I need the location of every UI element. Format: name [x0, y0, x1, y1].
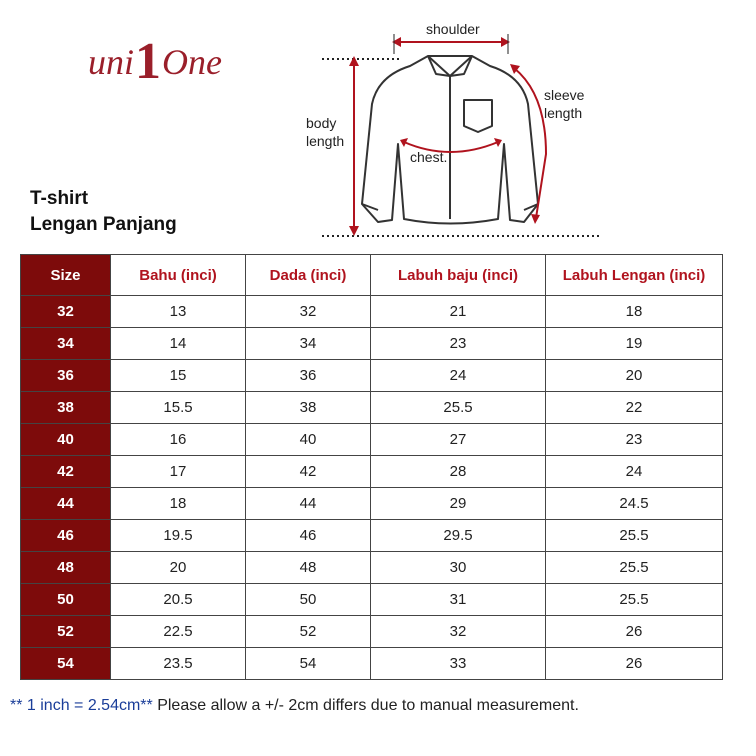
- table-cell: 32: [246, 296, 371, 328]
- table-cell: 34: [246, 328, 371, 360]
- table-row: [21, 328, 723, 360]
- title-line-2: Lengan Panjang: [30, 214, 177, 235]
- table-cell: 24: [371, 360, 546, 392]
- header-size: Size: [21, 255, 111, 296]
- table-cell: 22: [546, 392, 723, 424]
- shoulder-arrow-right-head: [501, 37, 510, 47]
- sleeve-label-line1: sleeve: [544, 87, 585, 103]
- body-arrow-top-head: [349, 56, 359, 66]
- size-cell: 46: [21, 520, 111, 552]
- table-row: [21, 424, 723, 456]
- table-cell: 19: [546, 328, 723, 360]
- table-cell: 29.5: [371, 520, 546, 552]
- size-cell: 50: [21, 584, 111, 616]
- table-cell: 18: [546, 296, 723, 328]
- table-cell: 25.5: [371, 392, 546, 424]
- table-row: [21, 584, 723, 616]
- chest-label: chest.: [410, 149, 448, 165]
- body-arrow-bottom-head: [349, 226, 359, 236]
- table-cell: 20.5: [111, 584, 246, 616]
- table-cell: 23: [546, 424, 723, 456]
- table-cell: 14: [111, 328, 246, 360]
- table-cell: 29: [371, 488, 546, 520]
- table-cell: 32: [371, 616, 546, 648]
- table-cell: 25.5: [546, 552, 723, 584]
- table-cell: 36: [246, 360, 371, 392]
- product-title: [30, 186, 177, 238]
- shirt-measurement-diagram: [300, 14, 620, 250]
- body-length-label-line2: length: [306, 133, 345, 149]
- table-cell: 24: [546, 456, 723, 488]
- footnote: [10, 697, 579, 715]
- logo-text-right: One: [162, 42, 222, 82]
- header-dada: Dada (inci): [246, 255, 371, 296]
- table-cell: 18: [111, 488, 246, 520]
- table-row: [21, 552, 723, 584]
- table-cell: 25.5: [546, 584, 723, 616]
- table-row: [21, 520, 723, 552]
- table-cell: 28: [371, 456, 546, 488]
- table-header-row: [21, 255, 723, 296]
- sleeve-length-arrow: [514, 68, 546, 218]
- size-cell: 42: [21, 456, 111, 488]
- logo-text-left: uni: [88, 42, 135, 82]
- sleeve-label-line2: length: [544, 105, 583, 121]
- size-cell: 54: [21, 648, 111, 680]
- table-cell: 50: [246, 584, 371, 616]
- size-chart-table: [20, 254, 723, 680]
- table-cell: 25.5: [546, 520, 723, 552]
- header-bahu: Bahu (inci): [111, 255, 246, 296]
- table-cell: 54: [246, 648, 371, 680]
- table-cell: 26: [546, 648, 723, 680]
- shirt-outline: [362, 56, 538, 224]
- footnote-text: Please allow a +/- 2cm differs due to manual measurement.: [152, 697, 579, 714]
- shoulder-arrow-left-head: [392, 37, 401, 47]
- table-cell: 30: [371, 552, 546, 584]
- table-cell: 20: [111, 552, 246, 584]
- table-cell: 33: [371, 648, 546, 680]
- table-cell: 26: [546, 616, 723, 648]
- brand-logo: [88, 34, 222, 90]
- header-labuh-baju: Labuh baju (inci): [371, 255, 546, 296]
- table-cell: 22.5: [111, 616, 246, 648]
- table-cell: 27: [371, 424, 546, 456]
- table-cell: 40: [246, 424, 371, 456]
- table-cell: 38: [246, 392, 371, 424]
- table-row: [21, 456, 723, 488]
- table-cell: 48: [246, 552, 371, 584]
- header-labuh-lengan: Labuh Lengan (inci): [546, 255, 723, 296]
- size-cell: 36: [21, 360, 111, 392]
- size-cell: 32: [21, 296, 111, 328]
- table-cell: 23.5: [111, 648, 246, 680]
- table-cell: 21: [371, 296, 546, 328]
- shoulder-label: shoulder: [426, 21, 480, 37]
- size-cell: 44: [21, 488, 111, 520]
- table-row: [21, 648, 723, 680]
- table-cell: 52: [246, 616, 371, 648]
- table-row: [21, 296, 723, 328]
- table-row: [21, 360, 723, 392]
- size-cell: 48: [21, 552, 111, 584]
- table-cell: 16: [111, 424, 246, 456]
- table-cell: 44: [246, 488, 371, 520]
- table-cell: 24.5: [546, 488, 723, 520]
- table-cell: 13: [111, 296, 246, 328]
- table-cell: 20: [546, 360, 723, 392]
- title-line-1: T-shirt: [30, 188, 89, 209]
- table-cell: 31: [371, 584, 546, 616]
- table-cell: 23: [371, 328, 546, 360]
- table-row: [21, 488, 723, 520]
- table-cell: 19.5: [111, 520, 246, 552]
- table-cell: 15.5: [111, 392, 246, 424]
- size-cell: 52: [21, 616, 111, 648]
- size-cell: 34: [21, 328, 111, 360]
- table-cell: 46: [246, 520, 371, 552]
- body-length-label-line1: body: [306, 115, 337, 131]
- table-cell: 15: [111, 360, 246, 392]
- logo-number: 1: [135, 33, 162, 90]
- footnote-conversion: ** 1 inch = 2.54cm**: [10, 697, 153, 714]
- table-cell: 17: [111, 456, 246, 488]
- size-cell: 38: [21, 392, 111, 424]
- size-cell: 40: [21, 424, 111, 456]
- table-cell: 42: [246, 456, 371, 488]
- table-row: [21, 616, 723, 648]
- table-row: [21, 392, 723, 424]
